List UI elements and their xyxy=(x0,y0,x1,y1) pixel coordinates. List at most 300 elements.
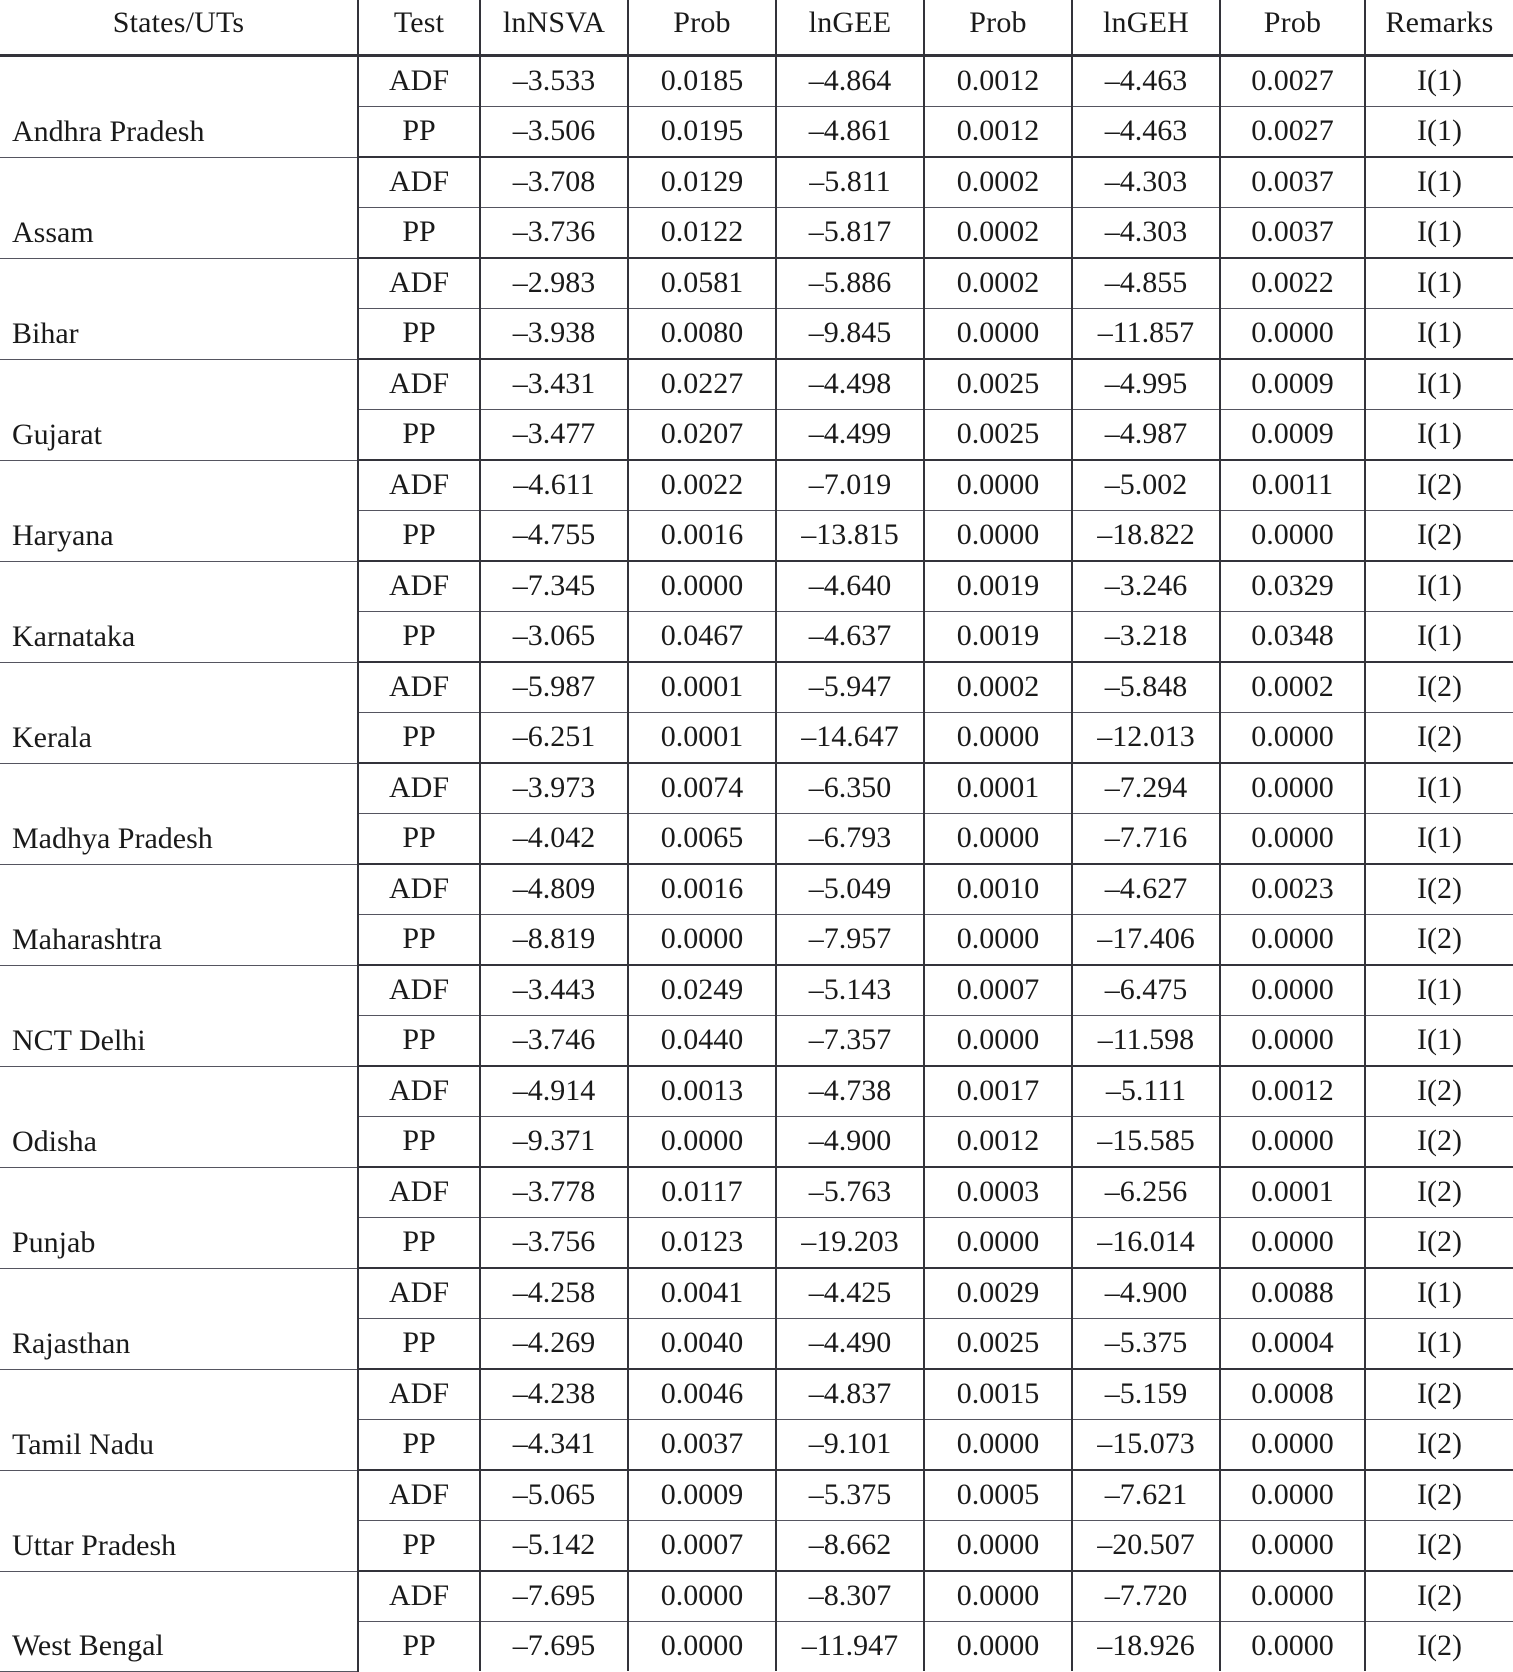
test-value: ADF xyxy=(358,864,480,915)
column-header-test: Test xyxy=(358,0,480,56)
table-row xyxy=(0,662,1513,713)
prob-2-value: 0.0017 xyxy=(924,1066,1072,1117)
prob-3-value: 0.0000 xyxy=(1220,1571,1365,1622)
lnnsva-value: –4.914 xyxy=(480,1066,628,1117)
lnnsva-value: –7.345 xyxy=(480,561,628,612)
state-name-cell: Maharashtra xyxy=(0,864,358,965)
lnnsva-value: –3.756 xyxy=(480,1218,628,1269)
lngeh-value: –4.463 xyxy=(1072,107,1220,158)
lnnsva-value: –3.506 xyxy=(480,107,628,158)
test-value: PP xyxy=(358,1319,480,1370)
test-value: ADF xyxy=(358,1167,480,1218)
prob-2-value: 0.0012 xyxy=(924,56,1072,107)
lngeh-value: –5.848 xyxy=(1072,662,1220,713)
prob-2-value: 0.0003 xyxy=(924,1167,1072,1218)
remarks-value: I(1) xyxy=(1365,1016,1513,1067)
prob-3-value: 0.0022 xyxy=(1220,258,1365,309)
remarks-value: I(1) xyxy=(1365,157,1513,208)
lnnsva-value: –7.695 xyxy=(480,1571,628,1622)
prob-3-value: 0.0000 xyxy=(1220,1117,1365,1168)
state-name-cell: NCT Delhi xyxy=(0,965,358,1066)
lngee-value: –5.817 xyxy=(776,208,924,259)
table-row xyxy=(0,157,1513,208)
remarks-value: I(1) xyxy=(1365,1319,1513,1370)
lnnsva-value: –2.983 xyxy=(480,258,628,309)
lnnsva-value: –4.341 xyxy=(480,1420,628,1471)
prob-2-value: 0.0000 xyxy=(924,511,1072,562)
remarks-value: I(1) xyxy=(1365,410,1513,461)
table-row xyxy=(0,1470,1513,1521)
test-value: ADF xyxy=(358,662,480,713)
remarks-value: I(1) xyxy=(1365,1268,1513,1319)
lngeh-value: –4.303 xyxy=(1072,208,1220,259)
lnnsva-value: –4.611 xyxy=(480,460,628,511)
lngee-value: –6.793 xyxy=(776,814,924,865)
lnnsva-value: –3.938 xyxy=(480,309,628,360)
lngeh-value: –5.375 xyxy=(1072,1319,1220,1370)
lngeh-value: –16.014 xyxy=(1072,1218,1220,1269)
prob-3-value: 0.0329 xyxy=(1220,561,1365,612)
test-value: PP xyxy=(358,410,480,461)
prob-1-value: 0.0007 xyxy=(628,1521,776,1572)
test-value: PP xyxy=(358,1420,480,1471)
test-value: ADF xyxy=(358,1369,480,1420)
test-value: ADF xyxy=(358,561,480,612)
prob-2-value: 0.0002 xyxy=(924,258,1072,309)
lnnsva-value: –3.065 xyxy=(480,612,628,663)
lnnsva-value: –4.269 xyxy=(480,1319,628,1370)
prob-3-value: 0.0009 xyxy=(1220,410,1365,461)
prob-3-value: 0.0000 xyxy=(1220,1016,1365,1067)
state-name-cell: Madhya Pradesh xyxy=(0,763,358,864)
prob-2-value: 0.0015 xyxy=(924,1369,1072,1420)
prob-3-value: 0.0011 xyxy=(1220,460,1365,511)
prob-2-value: 0.0029 xyxy=(924,1268,1072,1319)
prob-3-value: 0.0000 xyxy=(1220,1218,1365,1269)
test-value: PP xyxy=(358,208,480,259)
lnnsva-value: –6.251 xyxy=(480,713,628,764)
prob-1-value: 0.0013 xyxy=(628,1066,776,1117)
prob-2-value: 0.0000 xyxy=(924,814,1072,865)
prob-1-value: 0.0001 xyxy=(628,662,776,713)
prob-3-value: 0.0000 xyxy=(1220,965,1365,1016)
test-value: ADF xyxy=(358,157,480,208)
remarks-value: I(2) xyxy=(1365,1470,1513,1521)
lngee-value: –19.203 xyxy=(776,1218,924,1269)
table-header xyxy=(0,0,1513,56)
table-row xyxy=(0,1066,1513,1117)
lnnsva-value: –3.431 xyxy=(480,359,628,410)
remarks-value: I(2) xyxy=(1365,1218,1513,1269)
prob-1-value: 0.0074 xyxy=(628,763,776,814)
lngee-value: –7.019 xyxy=(776,460,924,511)
prob-1-value: 0.0000 xyxy=(628,1622,776,1672)
prob-1-value: 0.0227 xyxy=(628,359,776,410)
lnnsva-value: –5.142 xyxy=(480,1521,628,1572)
lngee-value: –4.499 xyxy=(776,410,924,461)
lngeh-value: –5.159 xyxy=(1072,1369,1220,1420)
test-value: PP xyxy=(358,1016,480,1067)
test-value: ADF xyxy=(358,460,480,511)
lngee-value: –4.490 xyxy=(776,1319,924,1370)
prob-3-value: 0.0012 xyxy=(1220,1066,1365,1117)
test-value: PP xyxy=(358,1218,480,1269)
prob-1-value: 0.0000 xyxy=(628,1117,776,1168)
prob-3-value: 0.0000 xyxy=(1220,1521,1365,1572)
lngee-value: –4.861 xyxy=(776,107,924,158)
lnnsva-value: –3.708 xyxy=(480,157,628,208)
prob-1-value: 0.0185 xyxy=(628,56,776,107)
test-value: PP xyxy=(358,309,480,360)
remarks-value: I(1) xyxy=(1365,814,1513,865)
remarks-value: I(1) xyxy=(1365,359,1513,410)
lngeh-value: –5.002 xyxy=(1072,460,1220,511)
prob-1-value: 0.0440 xyxy=(628,1016,776,1067)
state-name-cell: Andhra Pradesh xyxy=(0,56,358,158)
prob-2-value: 0.0010 xyxy=(924,864,1072,915)
table-row xyxy=(0,258,1513,309)
prob-1-value: 0.0207 xyxy=(628,410,776,461)
lngee-value: –4.738 xyxy=(776,1066,924,1117)
column-header-states: States/UTs xyxy=(0,0,358,56)
lngee-value: –5.375 xyxy=(776,1470,924,1521)
lngee-value: –5.763 xyxy=(776,1167,924,1218)
remarks-value: I(2) xyxy=(1365,864,1513,915)
prob-3-value: 0.0037 xyxy=(1220,208,1365,259)
table-row xyxy=(0,460,1513,511)
prob-3-value: 0.0009 xyxy=(1220,359,1365,410)
column-header-lngeh: lnGEH xyxy=(1072,0,1220,56)
prob-2-value: 0.0000 xyxy=(924,713,1072,764)
state-name-cell: Haryana xyxy=(0,460,358,561)
prob-1-value: 0.0046 xyxy=(628,1369,776,1420)
lngee-value: –5.143 xyxy=(776,965,924,1016)
prob-2-value: 0.0002 xyxy=(924,157,1072,208)
prob-3-value: 0.0000 xyxy=(1220,511,1365,562)
lnnsva-value: –3.746 xyxy=(480,1016,628,1067)
lngee-value: –5.049 xyxy=(776,864,924,915)
test-value: ADF xyxy=(358,56,480,107)
header-row xyxy=(0,0,1513,56)
lngeh-value: –7.294 xyxy=(1072,763,1220,814)
lngeh-value: –15.585 xyxy=(1072,1117,1220,1168)
prob-3-value: 0.0000 xyxy=(1220,309,1365,360)
prob-2-value: 0.0002 xyxy=(924,208,1072,259)
prob-3-value: 0.0037 xyxy=(1220,157,1365,208)
prob-2-value: 0.0012 xyxy=(924,107,1072,158)
prob-3-value: 0.0027 xyxy=(1220,107,1365,158)
prob-3-value: 0.0023 xyxy=(1220,864,1365,915)
test-value: ADF xyxy=(358,965,480,1016)
prob-3-value: 0.0000 xyxy=(1220,763,1365,814)
lngee-value: –7.957 xyxy=(776,915,924,966)
prob-1-value: 0.0022 xyxy=(628,460,776,511)
lngee-value: –4.498 xyxy=(776,359,924,410)
table-row xyxy=(0,1167,1513,1218)
lngeh-value: –15.073 xyxy=(1072,1420,1220,1471)
remarks-value: I(1) xyxy=(1365,56,1513,107)
lngeh-value: –20.507 xyxy=(1072,1521,1220,1572)
state-name-cell: Tamil Nadu xyxy=(0,1369,358,1470)
lngeh-value: –4.627 xyxy=(1072,864,1220,915)
prob-3-value: 0.0088 xyxy=(1220,1268,1365,1319)
test-value: ADF xyxy=(358,1066,480,1117)
lngee-value: –8.662 xyxy=(776,1521,924,1572)
prob-1-value: 0.0040 xyxy=(628,1319,776,1370)
remarks-value: I(2) xyxy=(1365,1369,1513,1420)
column-header-prob-2: Prob xyxy=(924,0,1072,56)
remarks-value: I(1) xyxy=(1365,107,1513,158)
prob-1-value: 0.0249 xyxy=(628,965,776,1016)
lngee-value: –9.845 xyxy=(776,309,924,360)
prob-2-value: 0.0012 xyxy=(924,1117,1072,1168)
remarks-value: I(1) xyxy=(1365,965,1513,1016)
prob-2-value: 0.0005 xyxy=(924,1470,1072,1521)
prob-1-value: 0.0581 xyxy=(628,258,776,309)
lngeh-value: –6.256 xyxy=(1072,1167,1220,1218)
remarks-value: I(2) xyxy=(1365,1571,1513,1622)
lngeh-value: –12.013 xyxy=(1072,713,1220,764)
table-body xyxy=(0,56,1513,1672)
remarks-value: I(2) xyxy=(1365,713,1513,764)
remarks-value: I(2) xyxy=(1365,1167,1513,1218)
prob-2-value: 0.0002 xyxy=(924,662,1072,713)
lngeh-value: –4.987 xyxy=(1072,410,1220,461)
lnnsva-value: –4.238 xyxy=(480,1369,628,1420)
remarks-value: I(2) xyxy=(1365,915,1513,966)
prob-3-value: 0.0000 xyxy=(1220,814,1365,865)
remarks-value: I(1) xyxy=(1365,612,1513,663)
test-value: ADF xyxy=(358,1470,480,1521)
remarks-value: I(1) xyxy=(1365,763,1513,814)
state-name-cell: Gujarat xyxy=(0,359,358,460)
prob-1-value: 0.0016 xyxy=(628,864,776,915)
lnnsva-value: –3.443 xyxy=(480,965,628,1016)
prob-1-value: 0.0016 xyxy=(628,511,776,562)
prob-2-value: 0.0025 xyxy=(924,1319,1072,1370)
lngeh-value: –3.246 xyxy=(1072,561,1220,612)
lnnsva-value: –4.755 xyxy=(480,511,628,562)
prob-2-value: 0.0025 xyxy=(924,359,1072,410)
lngee-value: –4.640 xyxy=(776,561,924,612)
lngee-value: –5.947 xyxy=(776,662,924,713)
prob-3-value: 0.0348 xyxy=(1220,612,1365,663)
remarks-value: I(1) xyxy=(1365,561,1513,612)
column-header-lnnsva: lnNSVA xyxy=(480,0,628,56)
prob-2-value: 0.0000 xyxy=(924,1218,1072,1269)
table-row xyxy=(0,965,1513,1016)
remarks-value: I(1) xyxy=(1365,258,1513,309)
column-header-remarks: Remarks xyxy=(1365,0,1513,56)
lngeh-value: –4.303 xyxy=(1072,157,1220,208)
prob-3-value: 0.0001 xyxy=(1220,1167,1365,1218)
remarks-value: I(1) xyxy=(1365,309,1513,360)
prob-1-value: 0.0123 xyxy=(628,1218,776,1269)
test-value: PP xyxy=(358,1521,480,1572)
lngeh-value: –5.111 xyxy=(1072,1066,1220,1117)
lngee-value: –4.864 xyxy=(776,56,924,107)
test-value: PP xyxy=(358,1117,480,1168)
lngeh-value: –4.855 xyxy=(1072,258,1220,309)
lnnsva-value: –4.809 xyxy=(480,864,628,915)
remarks-value: I(2) xyxy=(1365,1066,1513,1117)
lngee-value: –14.647 xyxy=(776,713,924,764)
prob-3-value: 0.0000 xyxy=(1220,713,1365,764)
test-value: PP xyxy=(358,915,480,966)
lngeh-value: –11.598 xyxy=(1072,1016,1220,1067)
lngeh-value: –7.621 xyxy=(1072,1470,1220,1521)
test-value: ADF xyxy=(358,1571,480,1622)
lnnsva-value: –7.695 xyxy=(480,1622,628,1672)
state-name-cell: Kerala xyxy=(0,662,358,763)
test-value: PP xyxy=(358,107,480,158)
lngee-value: –5.811 xyxy=(776,157,924,208)
lngee-value: –6.350 xyxy=(776,763,924,814)
lnnsva-value: –3.973 xyxy=(480,763,628,814)
prob-1-value: 0.0001 xyxy=(628,713,776,764)
lnnsva-value: –3.477 xyxy=(480,410,628,461)
lnnsva-value: –5.987 xyxy=(480,662,628,713)
test-value: ADF xyxy=(358,1268,480,1319)
lngeh-value: –4.995 xyxy=(1072,359,1220,410)
lngee-value: –7.357 xyxy=(776,1016,924,1067)
prob-1-value: 0.0000 xyxy=(628,1571,776,1622)
test-value: PP xyxy=(358,1622,480,1672)
prob-2-value: 0.0001 xyxy=(924,763,1072,814)
lngeh-value: –11.857 xyxy=(1072,309,1220,360)
lngeh-value: –4.900 xyxy=(1072,1268,1220,1319)
lngee-value: –4.425 xyxy=(776,1268,924,1319)
lngeh-value: –3.218 xyxy=(1072,612,1220,663)
prob-2-value: 0.0000 xyxy=(924,915,1072,966)
lngeh-value: –6.475 xyxy=(1072,965,1220,1016)
test-value: PP xyxy=(358,713,480,764)
remarks-value: I(2) xyxy=(1365,511,1513,562)
prob-2-value: 0.0025 xyxy=(924,410,1072,461)
table-row xyxy=(0,1268,1513,1319)
state-name-cell: Punjab xyxy=(0,1167,358,1268)
prob-1-value: 0.0065 xyxy=(628,814,776,865)
prob-1-value: 0.0122 xyxy=(628,208,776,259)
remarks-value: I(2) xyxy=(1365,662,1513,713)
test-value: ADF xyxy=(358,359,480,410)
state-name-cell: Bihar xyxy=(0,258,358,359)
test-value: PP xyxy=(358,612,480,663)
prob-2-value: 0.0000 xyxy=(924,1016,1072,1067)
prob-3-value: 0.0008 xyxy=(1220,1369,1365,1420)
state-name-cell: Uttar Pradesh xyxy=(0,1470,358,1571)
prob-2-value: 0.0000 xyxy=(924,1571,1072,1622)
lngee-value: –8.307 xyxy=(776,1571,924,1622)
lngee-value: –11.947 xyxy=(776,1622,924,1672)
prob-2-value: 0.0000 xyxy=(924,1622,1072,1672)
lngeh-value: –18.822 xyxy=(1072,511,1220,562)
column-header-lngee: lnGEE xyxy=(776,0,924,56)
test-value: ADF xyxy=(358,258,480,309)
lnnsva-value: –3.736 xyxy=(480,208,628,259)
lnnsva-value: –4.042 xyxy=(480,814,628,865)
table-row xyxy=(0,763,1513,814)
prob-3-value: 0.0000 xyxy=(1220,915,1365,966)
prob-3-value: 0.0000 xyxy=(1220,1622,1365,1672)
table-row xyxy=(0,1571,1513,1622)
remarks-value: I(2) xyxy=(1365,1521,1513,1572)
table-row xyxy=(0,56,1513,107)
lngee-value: –5.886 xyxy=(776,258,924,309)
lngeh-value: –18.926 xyxy=(1072,1622,1220,1672)
test-value: PP xyxy=(358,814,480,865)
prob-3-value: 0.0000 xyxy=(1220,1420,1365,1471)
state-name-cell: Rajasthan xyxy=(0,1268,358,1369)
lnnsva-value: –3.533 xyxy=(480,56,628,107)
lngee-value: –13.815 xyxy=(776,511,924,562)
state-name-cell: West Bengal xyxy=(0,1571,358,1671)
table-row xyxy=(0,1369,1513,1420)
prob-1-value: 0.0117 xyxy=(628,1167,776,1218)
remarks-value: I(2) xyxy=(1365,1420,1513,1471)
lnnsva-value: –4.258 xyxy=(480,1268,628,1319)
prob-1-value: 0.0080 xyxy=(628,309,776,360)
prob-1-value: 0.0041 xyxy=(628,1268,776,1319)
remarks-value: I(1) xyxy=(1365,208,1513,259)
lnnsva-value: –9.371 xyxy=(480,1117,628,1168)
remarks-value: I(2) xyxy=(1365,460,1513,511)
prob-1-value: 0.0009 xyxy=(628,1470,776,1521)
lngee-value: –4.837 xyxy=(776,1369,924,1420)
lngeh-value: –7.720 xyxy=(1072,1571,1220,1622)
lngeh-value: –7.716 xyxy=(1072,814,1220,865)
column-header-prob-1: Prob xyxy=(628,0,776,56)
prob-3-value: 0.0002 xyxy=(1220,662,1365,713)
lngee-value: –4.900 xyxy=(776,1117,924,1168)
lngeh-value: –17.406 xyxy=(1072,915,1220,966)
table-row xyxy=(0,864,1513,915)
prob-2-value: 0.0019 xyxy=(924,561,1072,612)
prob-1-value: 0.0195 xyxy=(628,107,776,158)
prob-2-value: 0.0019 xyxy=(924,612,1072,663)
column-header-prob-3: Prob xyxy=(1220,0,1365,56)
test-value: ADF xyxy=(358,763,480,814)
state-name-cell: Karnataka xyxy=(0,561,358,662)
lnnsva-value: –8.819 xyxy=(480,915,628,966)
lngee-value: –9.101 xyxy=(776,1420,924,1471)
prob-2-value: 0.0000 xyxy=(924,1420,1072,1471)
prob-1-value: 0.0467 xyxy=(628,612,776,663)
lngeh-value: –4.463 xyxy=(1072,56,1220,107)
prob-1-value: 0.0000 xyxy=(628,561,776,612)
prob-3-value: 0.0027 xyxy=(1220,56,1365,107)
prob-2-value: 0.0000 xyxy=(924,1521,1072,1572)
prob-3-value: 0.0004 xyxy=(1220,1319,1365,1370)
table-row xyxy=(0,359,1513,410)
prob-2-value: 0.0007 xyxy=(924,965,1072,1016)
lnnsva-value: –3.778 xyxy=(480,1167,628,1218)
remarks-value: I(2) xyxy=(1365,1622,1513,1672)
prob-1-value: 0.0037 xyxy=(628,1420,776,1471)
prob-2-value: 0.0000 xyxy=(924,309,1072,360)
lngee-value: –4.637 xyxy=(776,612,924,663)
table-row xyxy=(0,561,1513,612)
state-name-cell: Assam xyxy=(0,157,358,258)
prob-1-value: 0.0129 xyxy=(628,157,776,208)
prob-1-value: 0.0000 xyxy=(628,915,776,966)
test-value: PP xyxy=(358,511,480,562)
lnnsva-value: –5.065 xyxy=(480,1470,628,1521)
prob-3-value: 0.0000 xyxy=(1220,1470,1365,1521)
remarks-value: I(2) xyxy=(1365,1117,1513,1168)
prob-2-value: 0.0000 xyxy=(924,460,1072,511)
state-name-cell: Odisha xyxy=(0,1066,358,1167)
